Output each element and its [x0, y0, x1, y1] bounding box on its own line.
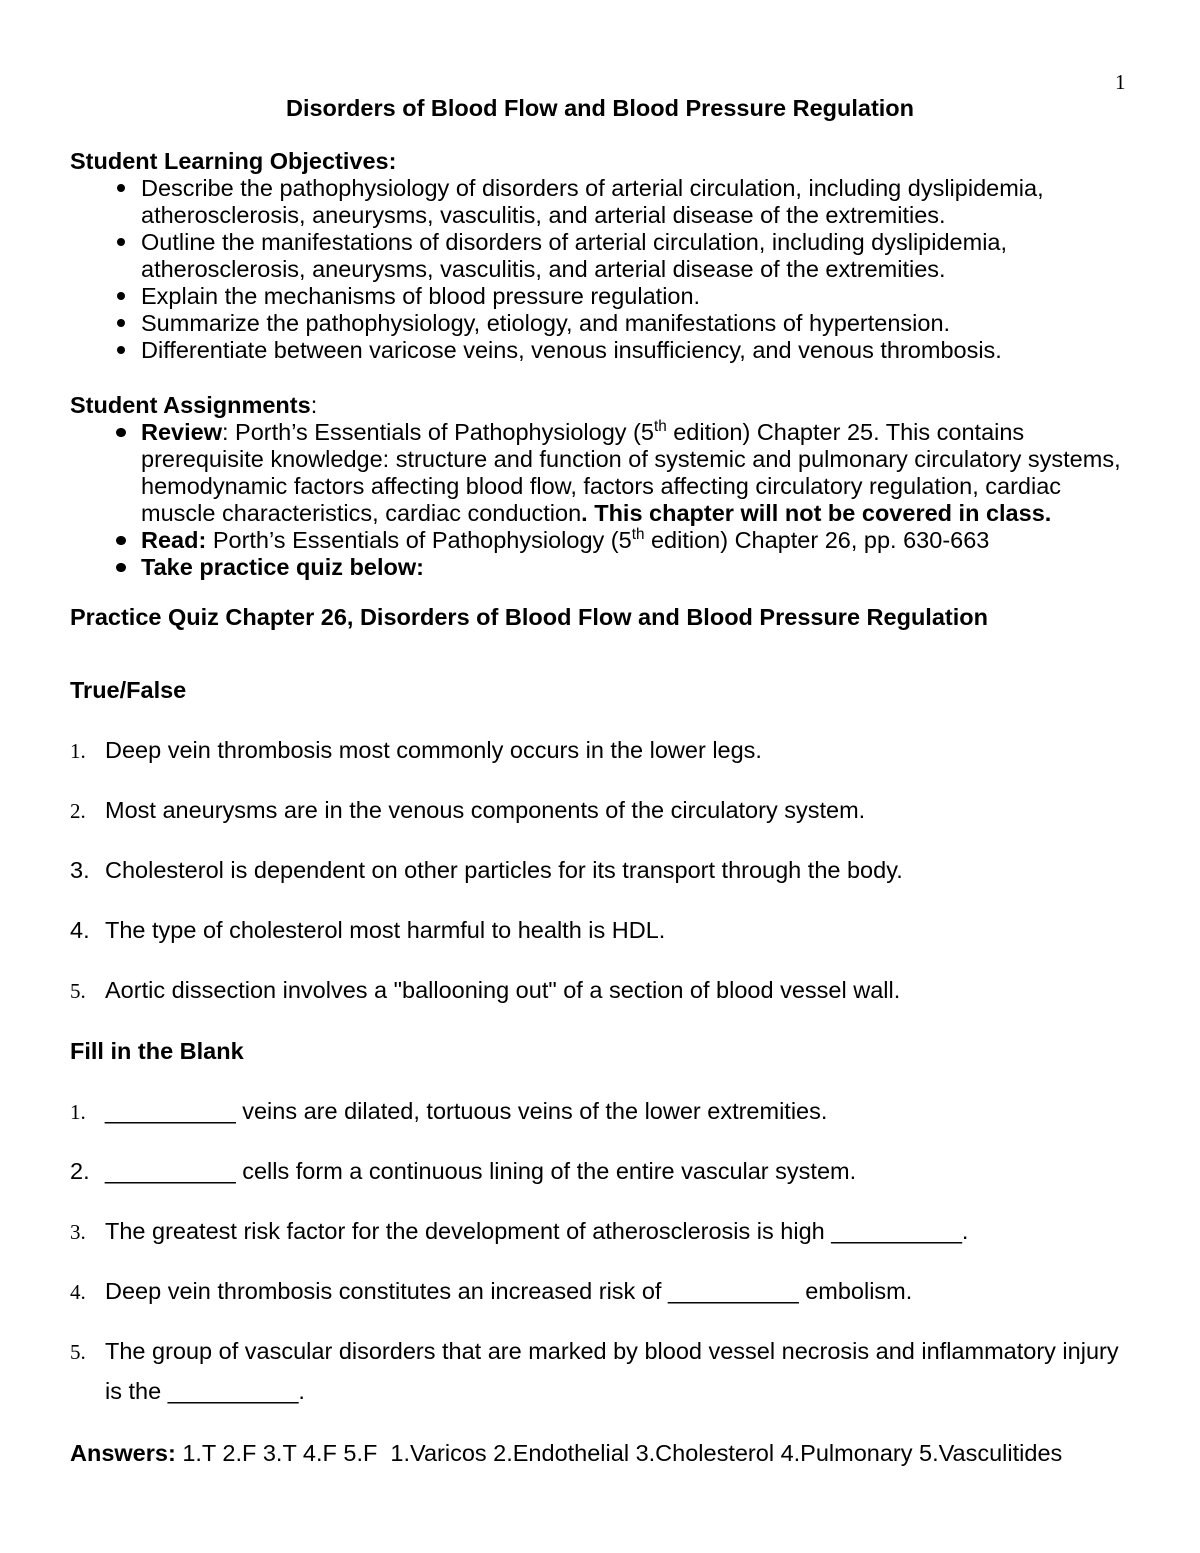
question-text: Aortic dissection involves a "ballooning out" of a section of blood vessel wall. — [105, 977, 901, 1003]
answers-label: Answers: — [70, 1440, 176, 1466]
assignments-list — [141, 419, 1129, 581]
bullet-icon — [116, 536, 126, 546]
review-superscript: th — [653, 417, 667, 435]
objective-text: Explain the mechanisms of blood pressure regulation. — [141, 283, 701, 309]
question-text: Deep vein thrombosis constitutes an increased risk of __________ embolism. — [105, 1278, 913, 1304]
review-label: Review — [141, 419, 222, 445]
document-title: Disorders of Blood Flow and Blood Pressure Regulation — [285, 95, 915, 121]
question-text: Most aneurysms are in the venous components of the circulatory system. — [105, 797, 866, 823]
bullet-icon — [117, 292, 125, 300]
quiz-title: Practice Quiz Chapter 26, Disorders of Blood Flow and Blood Pressure Regulation — [70, 604, 988, 630]
bullet-icon — [117, 238, 125, 246]
quiz-instruction: Take practice quiz below: — [141, 554, 424, 580]
assignment-read — [141, 527, 1129, 554]
objective-text: Outline the manifestations of disorders of arterial circulation, including dyslipidemia, atherosclerosis, aneurysms, vasculitis, and arterial disease of the extremities. — [141, 229, 1008, 282]
answers-line — [70, 1440, 1062, 1467]
objectives-list — [141, 175, 1129, 364]
review-note: . This chapter will not be covered in class. — [581, 500, 1052, 526]
review-text-continued: edition) Chapter 25. This contains prerequisite knowledge: structure and function of systemic and pulmonary circulatory systems, hemodynamic factors affecting blood flow, factors affecting circulatory regulation, cardiac muscle characteristics, cardiac conduction — [141, 419, 1121, 526]
question-number: 2. — [70, 1158, 90, 1184]
assignment-quiz — [141, 554, 1129, 581]
objective-item — [141, 283, 1129, 310]
assignments-heading-text: Student Assignments — [70, 392, 311, 418]
bullet-icon — [116, 428, 126, 438]
review-text: : Porth’s Essentials of Pathophysiology (5 — [222, 419, 654, 445]
question-text: Deep vein thrombosis most commonly occurs in the lower legs. — [105, 737, 762, 763]
question-number: 1. — [70, 739, 86, 763]
assignments-heading — [70, 392, 317, 419]
question-item — [70, 850, 1129, 890]
question-number: 4. — [70, 1280, 86, 1304]
objective-item — [141, 310, 1129, 337]
question-number: 5. — [70, 1340, 86, 1364]
objective-item — [141, 337, 1129, 364]
page-number: 1 — [1115, 70, 1126, 94]
question-text: __________ cells form a continuous lining of the entire vascular system. — [105, 1158, 857, 1184]
true-false-list — [70, 730, 1129, 1030]
read-label: Read: — [141, 527, 207, 553]
fill-in-blank-heading: Fill in the Blank — [70, 1038, 244, 1064]
question-text: The type of cholesterol most harmful to health is HDL. — [105, 917, 666, 943]
true-false-heading: True/False — [70, 677, 187, 703]
objective-text: Differentiate between varicose veins, venous insufficiency, and venous thrombosis. — [141, 337, 1002, 363]
question-item — [70, 1091, 1129, 1131]
assignment-review — [141, 419, 1129, 527]
question-text: The group of vascular disorders that are marked by blood vessel necrosis and inflammatory injury is the __________. — [105, 1338, 1119, 1404]
bullet-icon — [117, 319, 125, 327]
question-number: 5. — [70, 979, 86, 1003]
question-item — [70, 910, 1129, 950]
question-item — [70, 790, 1129, 830]
question-number: 1. — [70, 1100, 86, 1124]
assignments-heading-colon: : — [310, 392, 318, 418]
read-text: Porth’s Essentials of Pathophysiology (5 — [206, 527, 632, 553]
read-text-continued: edition) Chapter 26, pp. 630-663 — [644, 527, 990, 553]
question-item — [70, 970, 1129, 1010]
fill-in-blank-list — [70, 1091, 1129, 1431]
question-number: 2. — [70, 799, 86, 823]
question-number: 3. — [70, 1220, 86, 1244]
question-item — [70, 1151, 1129, 1191]
question-text: Cholesterol is dependent on other particles for its transport through the body. — [105, 857, 903, 883]
question-item — [70, 730, 1129, 770]
bullet-icon — [116, 563, 126, 573]
answers-text: 1.T 2.F 3.T 4.F 5.F 1.Varicos 2.Endothelial 3.Cholesterol 4.Pulmonary 5.Vasculitides — [175, 1440, 1063, 1466]
objective-text: Summarize the pathophysiology, etiology, and manifestations of hypertension. — [141, 310, 951, 336]
question-item — [70, 1211, 1129, 1251]
read-superscript: th — [631, 525, 645, 543]
question-number: 4. — [70, 917, 90, 943]
question-text: The greatest risk factor for the development of atherosclerosis is high __________. — [105, 1218, 969, 1244]
bullet-icon — [117, 346, 125, 354]
question-number: 3. — [70, 857, 90, 883]
bullet-icon — [117, 184, 125, 192]
question-text: __________ veins are dilated, tortuous veins of the lower extremities. — [105, 1098, 828, 1124]
question-item — [70, 1271, 1129, 1311]
objectives-heading: Student Learning Objectives: — [70, 148, 397, 174]
objective-item — [141, 229, 1129, 283]
objective-item — [141, 175, 1129, 229]
question-item — [70, 1331, 1129, 1411]
objective-text: Describe the pathophysiology of disorders of arterial circulation, including dyslipidemia, atherosclerosis, aneurysms, vasculitis, and arterial disease of the extremities. — [141, 175, 1044, 228]
